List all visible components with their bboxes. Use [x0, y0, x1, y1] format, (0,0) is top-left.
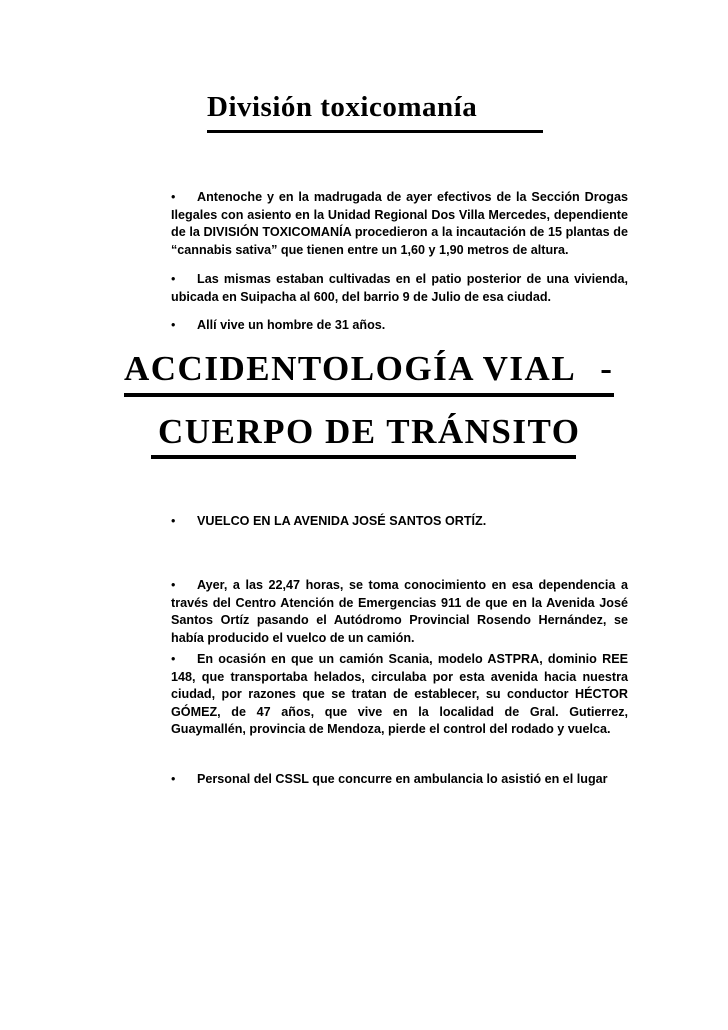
section-title-transito: CUERPO DE TRÁNSITO [158, 412, 581, 451]
section-title-text: ACCIDENTOLOGÍA VIAL [124, 349, 577, 388]
bullet-icon: • [171, 514, 176, 528]
headline-text: VUELCO EN LA AVENIDA JOSÉ SANTOS ORTÍZ. [197, 514, 487, 528]
paragraph-text: En ocasión en que un camión Scania, modelo ASTPRA, dominio REE 148, que transportaba helados, circulaba por esta avenida hacia nuestra ciudad, por razones que se tratan de establecer, su conductor HÉCTOR GÓMEZ, de 47 años, que vive en la localidad de Gral. Gutierrez, Guaymallén, provincia de Mendoza, pierde el control del rodado y vuelca. [171, 652, 628, 736]
bullet-icon: • [171, 578, 176, 592]
title-dash: - [600, 349, 614, 388]
paragraph-location [171, 271, 628, 306]
bullet-icon: • [171, 190, 176, 204]
paragraph-truck [171, 651, 628, 739]
paragraph-resident [171, 317, 628, 335]
paragraph-ambulance [171, 771, 628, 789]
section-subtitle-underline [151, 455, 576, 459]
section-heading-toxicomania [207, 88, 543, 126]
section-title-accidentologia [124, 349, 613, 389]
page-title: División toxicomanía [207, 91, 478, 123]
paragraph-text: Allí vive un hombre de 31 años. [197, 318, 386, 332]
paragraph-text: Personal del CSSL que concurre en ambulancia lo asistió en el lugar [197, 772, 608, 786]
section-title-underline [124, 393, 614, 397]
headline-vuelco [171, 513, 628, 531]
title-underline [207, 130, 543, 133]
bullet-icon: • [171, 318, 176, 332]
bullet-icon: • [171, 652, 176, 666]
bullet-icon: • [171, 272, 176, 286]
paragraph-report [171, 577, 628, 647]
paragraph-text: Las mismas estaban cultivadas en el patio posterior de una vivienda, ubicada en Suipacha al 600, del barrio 9 de Julio de esa ciudad. [171, 272, 628, 304]
paragraph-text: Ayer, a las 22,47 horas, se toma conocimiento en esa dependencia a través del Centro Atención de Emergencias 911 de que en la Avenida José Santos Ortíz pasando el Autódromo Provincial Rosendo Hernández, se había producido el vuelco de un camión. [171, 578, 628, 645]
paragraph-seizure [171, 189, 628, 259]
paragraph-text: Antenoche y en la madrugada de ayer efectivos de la Sección Drogas Ilegales con asiento en la Unidad Regional Dos Villa Mercedes, dependiente de la DIVISIÓN TOXICOMANÍA procedieron a la incautación de 15 plantas de “cannabis sativa” que tienen entre un 1,60 y 1,90 metros de altura. [171, 190, 628, 257]
bullet-icon: • [171, 772, 176, 786]
